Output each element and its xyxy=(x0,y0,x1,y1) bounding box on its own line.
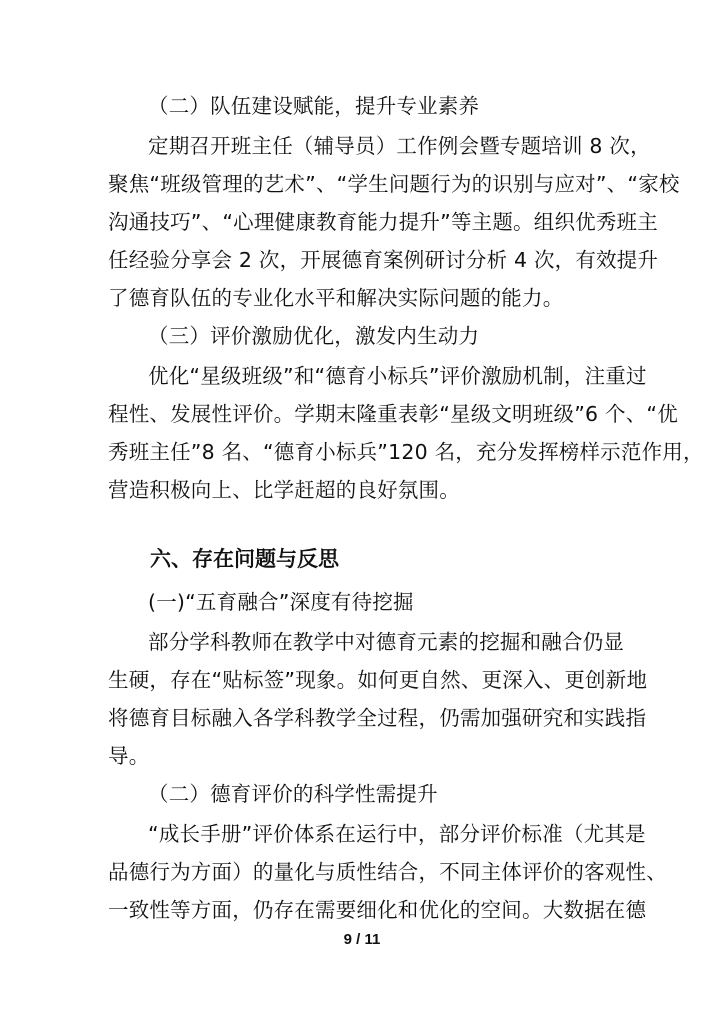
paragraph-line: 营造积极向上、比学赶超的良好氛围。 xyxy=(108,478,460,502)
paragraph-line: 聚焦“班级管理的艺术”、“学生问题行为的识别与应对”、“家校 xyxy=(108,172,680,196)
subsection-heading-evaluation-incentive: （三）评价激励优化，激发内生动力 xyxy=(148,324,480,348)
paragraph-line: 一致性等方面，仍存在需要细化和优化的空间。大数据在德 xyxy=(108,898,647,922)
paragraph-line: 部分学科教师在教学中对德育元素的挖掘和融合仍显 xyxy=(148,630,625,654)
subsection-heading-team-building: （二）队伍建设赋能，提升专业素养 xyxy=(148,94,480,118)
subsection-heading-moral-evaluation: （二）德育评价的科学性需提升 xyxy=(148,782,438,806)
paragraph-line: 定期召开班主任（辅导员）工作例会暨专题培训 8 次， xyxy=(148,134,651,158)
paragraph-line: 任经验分享会 2 次，开展德育案例研讨分析 4 次，有效提升 xyxy=(108,248,659,272)
paragraph-line: 优化“星级班级”和“德育小标兵”评价激励机制，注重过 xyxy=(148,364,647,388)
paragraph-line: 了德育队伍的专业化水平和解决实际问题的能力。 xyxy=(108,286,564,310)
paragraph-line: 导。 xyxy=(108,744,150,768)
paragraph-line: 程性、发展性评价。学期末隆重表彰“星级文明班级”6 个、“优 xyxy=(108,402,678,426)
paragraph-line: 生硬，存在“贴标签”现象。如何更自然、更深入、更创新地 xyxy=(108,668,648,692)
paragraph-line: 将德育目标融入各学科教学全过程，仍需加强研究和实践指 xyxy=(108,706,647,730)
paragraph-line: 秀班主任”8 名、“德育小标兵”120 名，充分发挥榜样示范作用， xyxy=(108,440,704,464)
page-number: 9 / 11 xyxy=(343,931,381,948)
paragraph-line: 品德行为方面）的量化与质性结合，不同主体评价的客观性、 xyxy=(108,860,667,884)
section-title-problems-reflection: 六、存在问题与反思 xyxy=(150,546,339,571)
paragraph-line: “成长手册”评价体系在运行中，部分评价标准（尤其是 xyxy=(148,822,646,846)
paragraph-line: 沟通技巧”、“心理健康教育能力提升”等主题。组织优秀班主 xyxy=(108,210,658,234)
subsection-heading-five-education: (一)“五育融合”深度有待挖掘 xyxy=(148,590,414,614)
